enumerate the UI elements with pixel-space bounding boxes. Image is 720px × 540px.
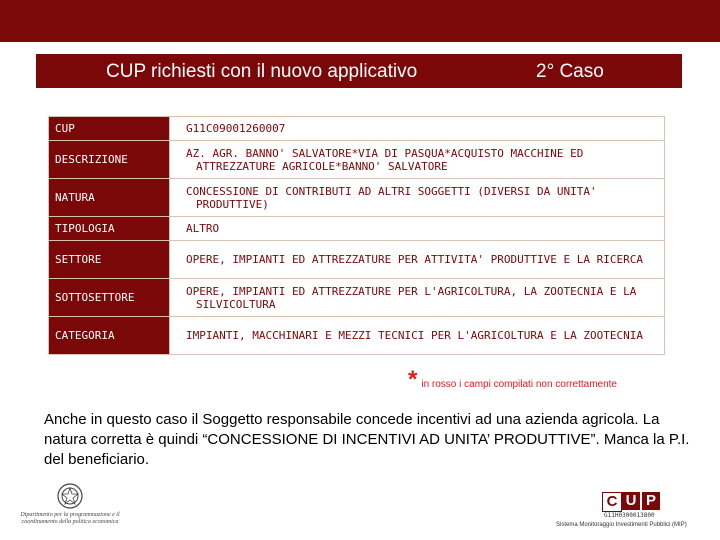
- table-row: [49, 141, 665, 179]
- field-name: SETTORE: [49, 241, 170, 279]
- legend-text: in rosso i campi compilati non correttamente: [421, 379, 617, 390]
- field-name: DESCRIZIONE: [49, 141, 170, 179]
- table-row: [49, 317, 665, 355]
- field-name: CUP: [49, 117, 170, 141]
- cup-caption: Sistema Monitoraggio Investimenti Pubblici (MIP): [556, 522, 687, 528]
- cup-logo: [556, 492, 714, 534]
- field-value: IMPIANTI, MACCHINARI E MEZZI TECNICI PER L'AGRICOLTURA E LA ZOOTECNIA: [170, 317, 665, 355]
- cup-data-table: [48, 116, 665, 355]
- table-row: [49, 179, 665, 217]
- field-value: ALTRO: [170, 217, 665, 241]
- field-name: CATEGORIA: [49, 317, 170, 355]
- field-name: TIPOLOGIA: [49, 217, 170, 241]
- slide-title: CUP richiesti con il nuovo applicativo: [106, 61, 418, 82]
- field-value: OPERE, IMPIANTI ED ATTREZZATURE PER L'AGRICOLTURA, LA ZOOTECNIA E LA SILVICOLTURA: [170, 279, 665, 317]
- legend: [408, 366, 617, 394]
- cup-letter-u: U: [622, 492, 640, 510]
- field-value: OPERE, IMPIANTI ED ATTREZZATURE PER ATTIVITA' PRODUTTIVE E LA RICERCA: [170, 241, 665, 279]
- field-value: AZ. AGR. BANNO' SALVATORE*VIA DI PASQUA*ACQUISTO MACCHINE ED ATTREZZATURE AGRICOLE*BANNO' SALVATORE: [170, 141, 665, 179]
- table-row: [49, 217, 665, 241]
- top-banner: [0, 0, 720, 42]
- explanation-note: Anche in questo caso il Soggetto responsabile concede incentivi ad una azienda agricola. La natura corretta è quindi “CONCESSIONE DI INCENTIVI AD UNITA’ PRODUTTIVE”. Manca la P.I. del beneficiario.: [44, 411, 690, 468]
- table-row: [49, 241, 665, 279]
- table-row: [49, 279, 665, 317]
- cup-letter-c: C: [602, 492, 622, 512]
- field-value: CONCESSIONE DI CONTRIBUTI AD ALTRI SOGGETTI (DIVERSI DA UNITA' PRODUTTIVE): [170, 179, 665, 217]
- ministry-logo: [10, 482, 130, 532]
- field-name: NATURA: [49, 179, 170, 217]
- ministry-text: Dipartimento per la programmazione e il coordinamento della politica economica: [20, 512, 120, 525]
- legend-asterisk: *: [408, 366, 418, 393]
- emblem-icon: [10, 482, 130, 514]
- table-row: [49, 117, 665, 141]
- field-name: SOTTOSETTORE: [49, 279, 170, 317]
- cup-letter-p: P: [642, 492, 660, 510]
- cup-code: G11H0300013800: [604, 512, 655, 519]
- case-label: 2° Caso: [536, 61, 604, 82]
- field-value: G11C09001260007: [170, 117, 665, 141]
- title-bar: [36, 54, 682, 88]
